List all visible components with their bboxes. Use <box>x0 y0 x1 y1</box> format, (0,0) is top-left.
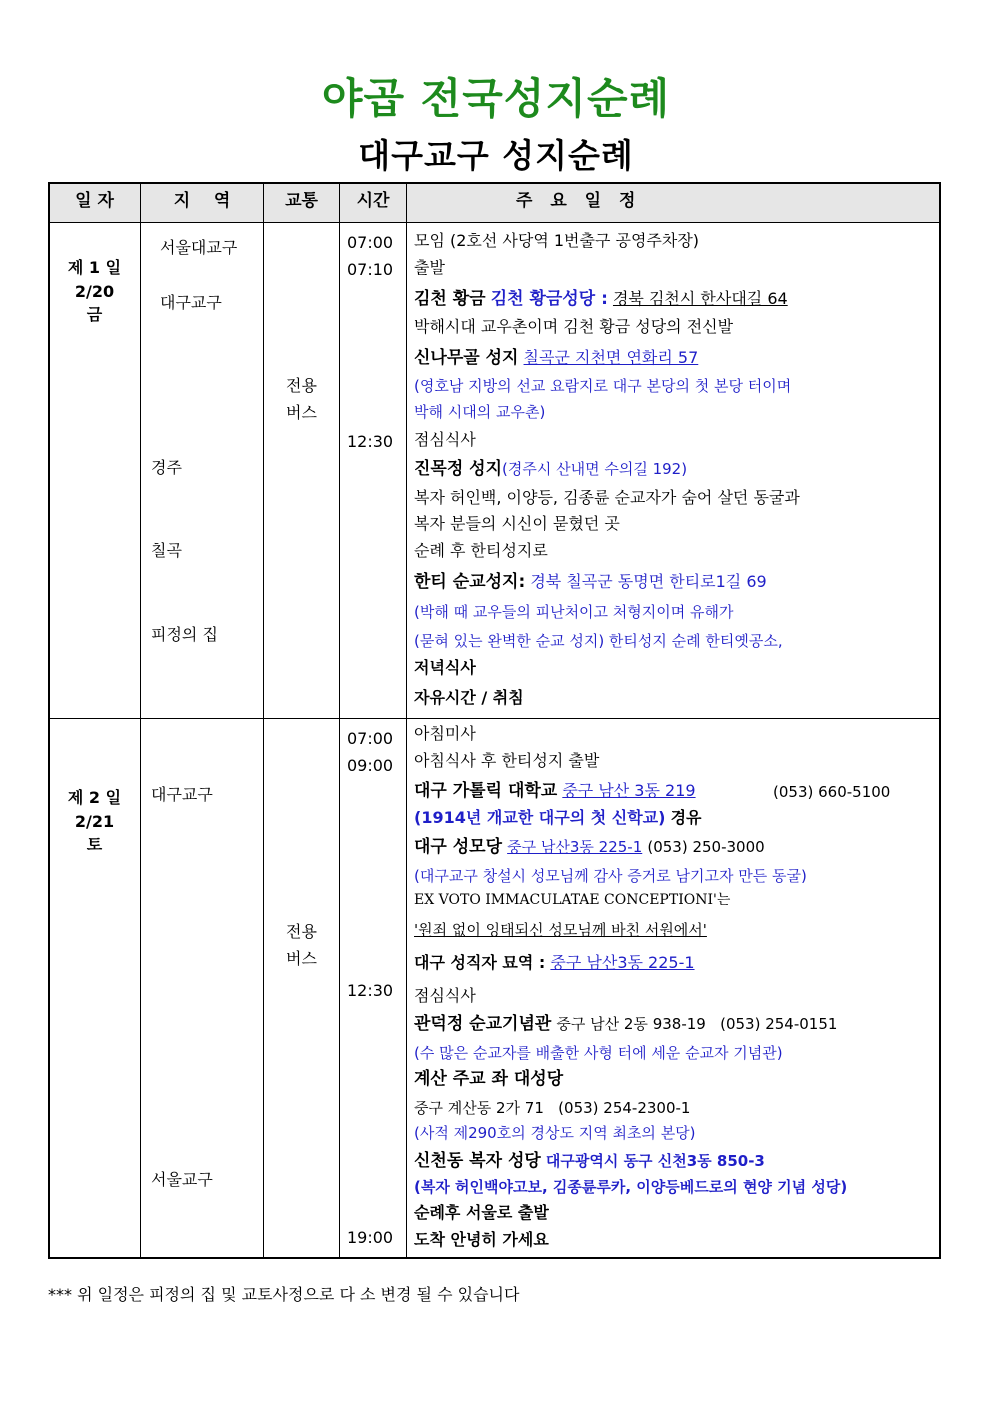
note: 경유 <box>670 808 702 827</box>
column-divider <box>339 182 340 1259</box>
day1-item <box>414 459 687 479</box>
day1-weekday: 금 <box>86 305 103 324</box>
day2-date: 2/21 <box>74 812 115 831</box>
day1-time: 07:10 <box>347 260 394 279</box>
phone: (053) 250-3000 <box>647 838 765 856</box>
header-schedule: 주 요 일 정 <box>516 191 642 211</box>
day1-item: (박해 때 교우들의 피난처이고 처형지이며 유해가 <box>414 603 734 621</box>
day2-time: 19:00 <box>347 1228 394 1247</box>
address: 경북 김천시 한사대길 64 <box>612 289 788 308</box>
address: 중구 남산3동 225-1 <box>507 838 643 856</box>
day1-region: 대구교구 <box>160 293 222 312</box>
day1-transport: 버스 <box>286 403 317 422</box>
address: 중구 남산 3동 219 <box>562 781 696 800</box>
address: (경주시 산내면 수의길 192) <box>502 460 688 478</box>
day2-item: 도착 안녕히 가세요 <box>414 1230 549 1249</box>
address: 칠곡군 지천면 연화리 57 <box>523 348 699 367</box>
day2-item <box>414 1014 837 1034</box>
day2-item <box>414 1151 765 1171</box>
address: 대구광역시 동구 신천3동 850-3 <box>545 1152 765 1170</box>
day2-item: (대구교구 창설시 성모님께 감사 증거로 남기고자 만든 동굴) <box>414 867 807 885</box>
day1-item: 순례 후 한티성지로 <box>414 541 548 560</box>
day1-time: 12:30 <box>347 432 394 451</box>
day1-date: 2/20 <box>74 282 115 301</box>
address: 경북 칠곡군 동명면 한티로1길 69 <box>530 572 767 591</box>
site-name: 대구 성모당 <box>414 837 503 857</box>
day2-transport: 전용 <box>286 922 317 941</box>
day2-label: 제 2 일 <box>67 788 122 807</box>
day1-item: 자유시간 / 취침 <box>414 688 524 707</box>
phone: (053) 660-5100 <box>773 783 891 801</box>
site-name: 김천 황금 <box>414 289 486 309</box>
day1-region: 경주 <box>151 458 182 477</box>
day2-item: 계산 주교 좌 대성당 <box>414 1069 564 1089</box>
day2-region: 대구교구 <box>151 785 213 804</box>
day1-time: 07:00 <box>347 233 394 252</box>
day1-item <box>414 348 712 368</box>
footer-note: *** 위 일정은 피정의 집 및 교토사정으로 다 소 변경 될 수 있습니다 <box>48 1285 520 1304</box>
day1-item <box>414 289 788 309</box>
day2-item: 중구 계산동 2가 71 (053) 254-2300-1 <box>414 1099 691 1117</box>
day1-item: 복자 분들의 시신이 묻혔던 곳 <box>414 514 620 533</box>
day1-label: 제 1 일 <box>67 258 122 277</box>
day2-time: 07:00 <box>347 729 394 748</box>
day1-item: (묻혀 있는 완벽한 순교 성지) 한티성지 순례 한티옛공소, <box>414 632 783 650</box>
site-name: 대구 성직자 묘역 : <box>414 953 546 972</box>
day1-item: 박해 시대의 교우촌) <box>414 403 546 421</box>
day1-item: 점심식사 <box>414 430 476 449</box>
day2-item: 순례후 서울로 출발 <box>414 1203 549 1222</box>
day2-item <box>414 953 695 973</box>
header-transport: 교통 <box>285 191 318 211</box>
note: (1914년 개교한 대구의 첫 신학교) <box>414 808 666 827</box>
day2-item <box>414 808 701 828</box>
day2-item: 아침식사 후 한티성지 출발 <box>414 751 600 770</box>
day1-item: (영호남 지방의 선교 요람지로 대구 본당의 첫 본당 터이며 <box>414 377 792 395</box>
day1-item <box>414 572 767 592</box>
day2-item: 점심식사 <box>414 986 476 1005</box>
column-divider <box>140 182 141 1259</box>
column-divider <box>406 182 407 1259</box>
day2-region: 서울교구 <box>151 1170 213 1189</box>
day2-item <box>414 781 710 801</box>
day2-item <box>414 837 765 857</box>
header-time: 시간 <box>356 191 390 211</box>
day1-region: 피정의 집 <box>151 625 218 644</box>
day2-time: 12:30 <box>347 981 394 1000</box>
header-region: 지 역 <box>173 191 231 211</box>
address: 중구 남산 2동 938-19 (053) 254-0151 <box>556 1015 838 1033</box>
day2-item: (복자 허인백야고보, 김종륜루카, 이양등베드로의 현양 기념 성당) <box>414 1178 848 1196</box>
day2-transport: 버스 <box>286 949 317 968</box>
column-divider <box>263 182 264 1259</box>
site-name: 신천동 복자 성당 <box>414 1151 541 1171</box>
page-title: 야곱 전국성지순례 <box>321 74 671 123</box>
day1-item: 모임 (2호선 사당역 1번출구 공영주차장) <box>414 231 700 250</box>
day1-item: 박해시대 교우촌이며 김천 황금 성당의 전신발 <box>414 317 734 336</box>
header-date: 일 자 <box>75 191 114 211</box>
day1-transport: 전용 <box>286 376 317 395</box>
day2-item: (사적 제290호의 경상도 지역 최초의 본당) <box>414 1124 696 1142</box>
site-name: 대구 가톨릭 대학교 <box>414 781 558 801</box>
day1-region: 칠곡 <box>151 541 182 560</box>
day2-item: (수 많은 순교자를 배출한 사형 터에 세운 순교자 기념관) <box>414 1044 783 1062</box>
day1-item: 복자 허인백, 이양등, 김종륜 순교자가 숨어 살던 동굴과 <box>414 488 800 507</box>
day2-time: 09:00 <box>347 756 394 775</box>
day2-item: 아침미사 <box>414 724 476 743</box>
site-name: 한티 순교성지: <box>414 572 526 592</box>
address: 중구 남산3동 225-1 <box>550 953 695 972</box>
site-name: 진목정 성지 <box>414 459 503 479</box>
site-name: 김천 황금성당 : <box>490 289 608 309</box>
day2-item: EX VOTO IMMACULATAE CONCEPTIONI'는 <box>414 892 731 908</box>
row-divider <box>48 222 941 223</box>
site-name: 관덕정 순교기념관 <box>414 1014 552 1034</box>
day1-region: 서울대교구 <box>160 238 238 257</box>
day1-item: 출발 <box>414 258 445 277</box>
day2-weekday: 토 <box>86 835 103 854</box>
day1-item: 저녁식사 <box>414 658 476 677</box>
row-divider <box>48 718 941 719</box>
day2-item: '원죄 없이 잉태되신 성모님께 바친 서원에서' <box>414 921 707 939</box>
site-name: 신나무골 성지 <box>414 348 519 368</box>
page-subtitle: 대구교구 성지순례 <box>358 136 634 175</box>
